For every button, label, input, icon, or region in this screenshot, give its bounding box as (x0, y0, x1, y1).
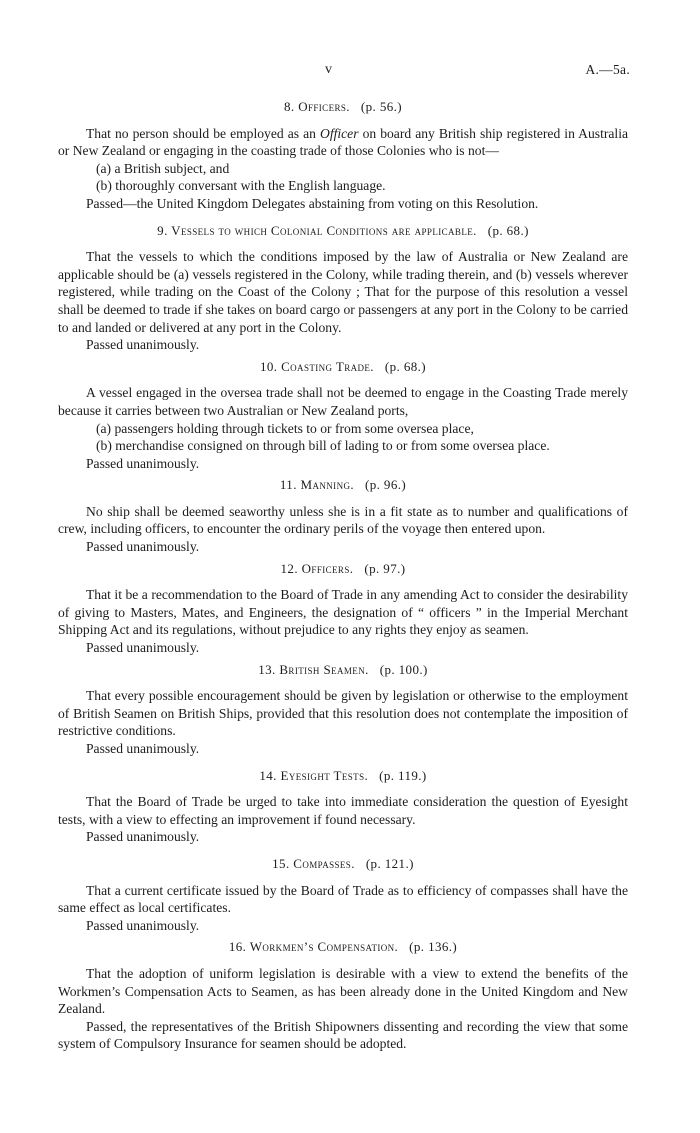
resolution-text: A vessel engaged in the oversea trade shall not be deemed to engage in the Coasting Trade merely because it carries between two Australian or New Zealand ports, (58, 385, 628, 418)
resolution-result: Passed unanimously. (86, 337, 200, 353)
section-heading: 16. Workmen’s Compensation. (p. 136.) (228, 939, 458, 955)
page-header (0, 62, 700, 82)
resolution-text: That no person should be employed as an Officer on board any British ship registered in Australia or New Zealand or engaging in the coasting trade of those Colonies who is not— (58, 125, 629, 159)
list-item: (a) a British subject, and (96, 160, 230, 176)
resolution-result: Passed—the United Kingdom Delegates abstaining from voting on this Resolution. (86, 195, 539, 211)
section-heading: 14. Eyesight Tests. (p. 119.) (259, 767, 427, 783)
section-16 (58, 938, 628, 1053)
resolution-result: Passed unanimously. (86, 455, 200, 471)
list-item: (b) thoroughly conversant with the English language. (96, 178, 386, 194)
resolution-text: No ship shall be deemed seaworthy unless she is in a fit state as to number and qualifications of crew, including officers, to encounter the ordinary perils of the voyage then entered upon. (58, 503, 628, 537)
resolution-text: That the Board of Trade be urged to take into immediate consideration the question of Eyesight tests, with a view to effecting an improvement if found necessary. (58, 794, 628, 827)
section-8 (58, 98, 628, 213)
list-item: (b) merchandise consigned on through bill of lading to or from some oversea place. (96, 438, 550, 454)
resolutions-body (58, 98, 628, 1053)
section-heading: 11. Manning. (p. 96.) (279, 477, 407, 493)
resolution-text: That the adoption of uniform legislation is desirable with a view to extend the benefits of the Workmen’s Compensation Acts to Seamen, as has been already done in the United Kingdom and New Zealand. (58, 965, 628, 1017)
section-14 (58, 767, 628, 846)
resolution-result: Passed unanimously. (86, 539, 200, 555)
section-15 (58, 855, 628, 934)
resolution-text: That every possible encouragement should be given by legislation or otherwise to the employment of British Seamen on British Ships, provided that this resolution does not contemplate the imposition of restrictive conditions. (58, 688, 628, 739)
resolution-result: Passed unanimously. (86, 829, 200, 845)
section-11 (58, 476, 628, 555)
resolution-text: That a current certificate issued by the Board of Trade as to efficiency of compasses shall have the same effect as local certificates. (58, 882, 628, 916)
section-heading: 15. Compasses. (p. 121.) (272, 855, 414, 871)
document-reference: A.—5a. (585, 62, 630, 77)
resolution-text: That it be a recommendation to the Board of Trade in any amending Act to consider the desirability of giving to Masters, Mates, and Engineers, the designation of “ officers ” in the Imperial Merchant Shipping Act and its regulations, without prejudice to any rights they enjoy as seamen. (58, 587, 628, 638)
resolution-result: Passed, the representatives of the British Shipowners dissenting and recording the view that some system of Compulsory Insurance for seamen should be adopted. (58, 1018, 628, 1052)
section-heading: 9. Vessels to which Colonial Conditions are applicable. (p. 68.) (157, 222, 529, 238)
section-heading: 10. Coasting Trade. (p. 68.) (259, 358, 427, 374)
resolution-result: Passed unanimously. (86, 917, 200, 933)
section-9 (58, 222, 628, 354)
section-12 (58, 560, 628, 657)
section-13 (58, 661, 628, 758)
section-10 (58, 358, 628, 473)
section-heading: 13. British Seamen. (p. 100.) (258, 661, 428, 677)
resolution-text: That the vessels to which the conditions imposed by the law of Australia or New Zealand are applicable should be (a) vessels registered in the Colony, while trading therein, and (b) vessels wherever registered, while trading on the Coast of the Colony ; That for the purpose of this resolution a vessel shall be deemed to trade if she takes on board cargo or passengers at any port in the Colony to be carried to and landed or delivered at any port in the Colony. (58, 249, 628, 335)
list-item: (a) passengers holding through tickets to or from some oversea place, (96, 420, 474, 436)
resolution-result: Passed unanimously. (86, 741, 200, 756)
section-heading: 12. Officers. (p. 97.) (280, 560, 406, 576)
section-heading: 8. Officers. (p. 56.) (283, 99, 403, 114)
page-number-mark: v (325, 62, 332, 77)
resolution-result: Passed unanimously. (86, 640, 200, 656)
